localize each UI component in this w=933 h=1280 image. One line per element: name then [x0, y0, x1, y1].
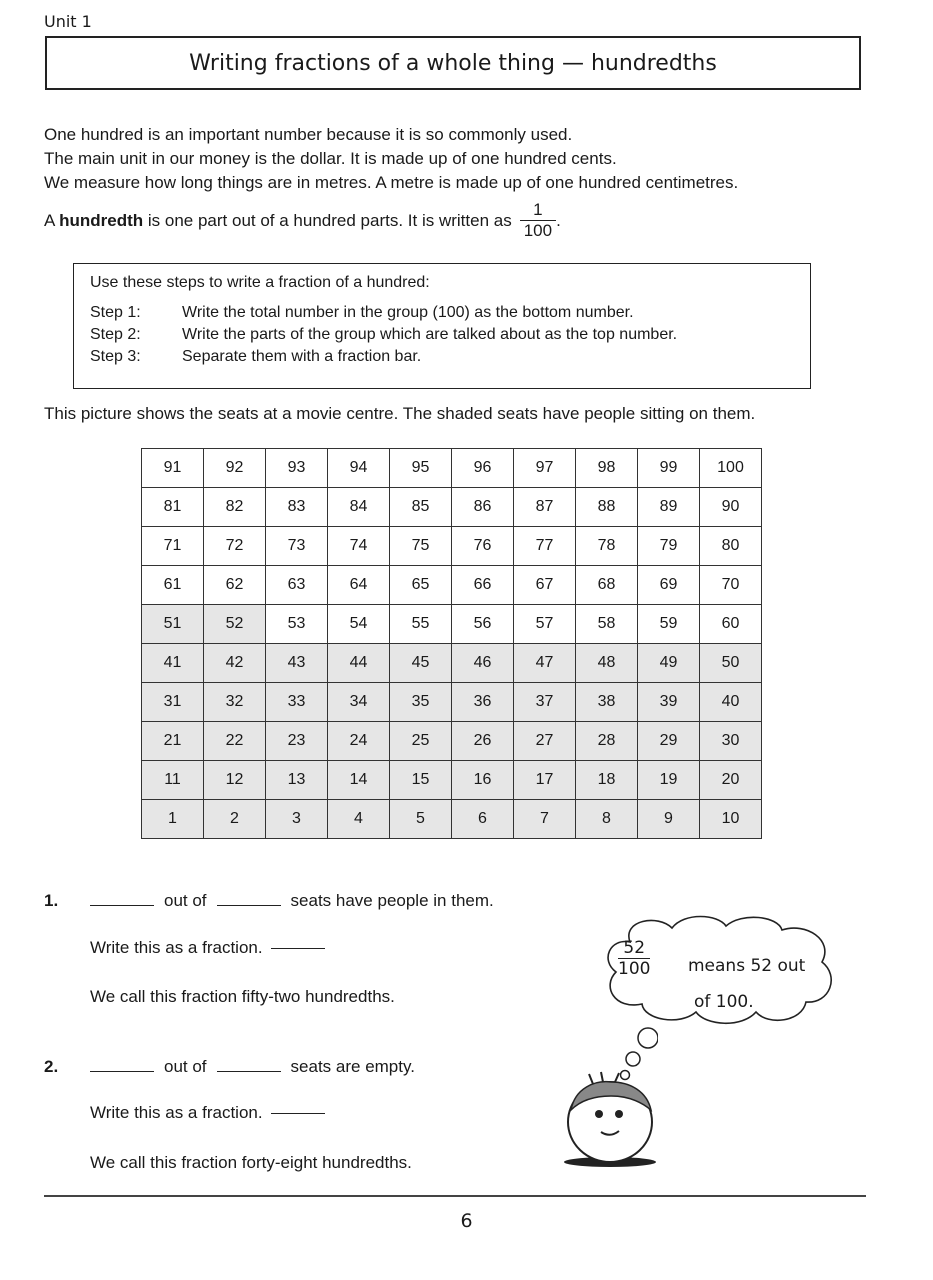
seat-row [142, 566, 762, 605]
seat-cell: 32 [204, 683, 266, 722]
seat-cell: 94 [328, 449, 390, 488]
seat-cell: 38 [576, 683, 638, 722]
seat-cell: 44 [328, 644, 390, 683]
seat-cell: 83 [266, 488, 328, 527]
footer-rule [44, 1195, 866, 1197]
seat-cell: 84 [328, 488, 390, 527]
bubble-numerator: 52 [623, 938, 646, 958]
seat-row [142, 800, 762, 839]
step-item [90, 302, 794, 324]
seat-cell: 98 [576, 449, 638, 488]
seat-row [142, 644, 762, 683]
seat-row [142, 761, 762, 800]
seat-row [142, 449, 762, 488]
steps-box [73, 263, 811, 389]
step-item [90, 346, 794, 368]
seat-cell: 86 [452, 488, 514, 527]
seat-cell: 8 [576, 800, 638, 839]
seat-cell: 77 [514, 527, 576, 566]
seat-cell: 3 [266, 800, 328, 839]
seat-cell: 37 [514, 683, 576, 722]
seat-cell: 41 [142, 644, 204, 683]
boy-illustration-icon [555, 1070, 665, 1170]
seats-description: This picture shows the seats at a movie centre. The shaded seats have people sitting on them. [44, 404, 756, 423]
seat-cell: 15 [390, 761, 452, 800]
seat-cell: 48 [576, 644, 638, 683]
seat-row [142, 722, 762, 761]
seat-cell: 74 [328, 527, 390, 566]
step-text: Write the total number in the group (100) as the bottom number. [182, 304, 634, 321]
seat-cell: 43 [266, 644, 328, 683]
seat-cell: 57 [514, 605, 576, 644]
question-1 [44, 891, 564, 911]
write-prompt: Write this as a fraction. [90, 938, 263, 957]
seat-cell: 78 [576, 527, 638, 566]
step-label: Step 2: [90, 326, 141, 343]
seat-cell: 93 [266, 449, 328, 488]
seat-cell: 9 [638, 800, 700, 839]
seat-cell: 46 [452, 644, 514, 683]
page-title: Writing fractions of a whole thing — hundredths [45, 36, 861, 90]
seat-cell: 68 [576, 566, 638, 605]
seat-cell: 75 [390, 527, 452, 566]
seat-cell: 66 [452, 566, 514, 605]
seat-cell: 25 [390, 722, 452, 761]
seat-cell: 45 [390, 644, 452, 683]
seat-cell: 13 [266, 761, 328, 800]
seat-cell: 14 [328, 761, 390, 800]
fraction-name-2: We call this fraction forty-eight hundredths. [90, 1153, 412, 1172]
answer-blank[interactable] [217, 1071, 281, 1072]
question-number: 2. [44, 1057, 59, 1076]
seat-cell: 82 [204, 488, 266, 527]
fraction-denominator: 100 [520, 220, 556, 241]
bubble-line-2: of 100. [694, 992, 754, 1012]
seat-cell: 51 [142, 605, 204, 644]
seat-cell: 27 [514, 722, 576, 761]
seat-cell: 7 [514, 800, 576, 839]
seat-cell: 99 [638, 449, 700, 488]
seat-cell: 53 [266, 605, 328, 644]
seat-cell: 63 [266, 566, 328, 605]
answer-blank[interactable] [90, 905, 154, 906]
seat-cell: 6 [452, 800, 514, 839]
seat-row [142, 605, 762, 644]
seat-cell: 10 [700, 800, 762, 839]
seat-cell: 79 [638, 527, 700, 566]
seat-cell: 4 [328, 800, 390, 839]
intro-text [44, 123, 738, 195]
seat-cell: 34 [328, 683, 390, 722]
seat-cell: 61 [142, 566, 204, 605]
seat-cell: 59 [638, 605, 700, 644]
seat-cell: 12 [204, 761, 266, 800]
seat-cell: 96 [452, 449, 514, 488]
bubble-text [600, 912, 840, 1028]
one-hundredth-fraction [520, 200, 556, 241]
seat-cell: 35 [390, 683, 452, 722]
write-prompt: Write this as a fraction. [90, 1103, 263, 1122]
out-of-text: out of [164, 891, 207, 910]
seat-row [142, 488, 762, 527]
out-of-text: out of [164, 1057, 207, 1076]
seat-cell: 23 [266, 722, 328, 761]
seat-cell: 80 [700, 527, 762, 566]
seat-cell: 36 [452, 683, 514, 722]
question-2 [44, 1057, 564, 1077]
unit-label: Unit 1 [44, 12, 92, 31]
definition-lead: A [44, 210, 60, 230]
hundredth-definition [44, 200, 561, 241]
seat-cell: 47 [514, 644, 576, 683]
question-tail: seats are empty. [290, 1057, 415, 1076]
page-number: 6 [460, 1210, 473, 1232]
question-line [90, 1057, 415, 1077]
seat-cell: 88 [576, 488, 638, 527]
seat-cell: 100 [700, 449, 762, 488]
seat-cell: 5 [390, 800, 452, 839]
seat-cell: 69 [638, 566, 700, 605]
write-fraction-1 [90, 938, 325, 958]
seat-cell: 19 [638, 761, 700, 800]
seat-cell: 90 [700, 488, 762, 527]
seat-cell: 65 [390, 566, 452, 605]
question-tail: seats have people in them. [290, 891, 494, 910]
seat-cell: 67 [514, 566, 576, 605]
seat-cell: 85 [390, 488, 452, 527]
step-label: Step 3: [90, 348, 141, 365]
seat-cell: 1 [142, 800, 204, 839]
seat-cell: 16 [452, 761, 514, 800]
answer-blank[interactable] [217, 905, 281, 906]
seat-cell: 76 [452, 527, 514, 566]
fraction-answer-line[interactable] [271, 948, 325, 949]
seat-cell: 18 [576, 761, 638, 800]
step-item [90, 324, 794, 346]
seat-cell: 29 [638, 722, 700, 761]
question-number: 1. [44, 891, 59, 910]
question-line [90, 891, 494, 911]
seat-row [142, 683, 762, 722]
definition-text: is one part out of a hundred parts. It is written as [143, 210, 512, 230]
seat-cell: 72 [204, 527, 266, 566]
seat-cell: 87 [514, 488, 576, 527]
answer-blank[interactable] [90, 1071, 154, 1072]
seat-cell: 92 [204, 449, 266, 488]
seat-cell: 81 [142, 488, 204, 527]
bubble-denominator: 100 [618, 959, 651, 979]
bubble-line-1: means 52 out [688, 956, 806, 976]
seat-cell: 55 [390, 605, 452, 644]
step-label: Step 1: [90, 304, 141, 321]
seat-cell: 17 [514, 761, 576, 800]
seat-cell: 11 [142, 761, 204, 800]
seat-cell: 73 [266, 527, 328, 566]
seat-cell: 52 [204, 605, 266, 644]
seat-cell: 89 [638, 488, 700, 527]
seat-cell: 31 [142, 683, 204, 722]
seat-row [142, 527, 762, 566]
seat-cell: 28 [576, 722, 638, 761]
seat-cell: 40 [700, 683, 762, 722]
seat-cell: 22 [204, 722, 266, 761]
intro-line: We measure how long things are in metres. A metre is made up of one hundred centimetres. [44, 173, 739, 192]
intro-line: The main unit in our money is the dollar. It is made up of one hundred cents. [44, 149, 617, 168]
thought-bubble [600, 912, 840, 1028]
seat-cell: 2 [204, 800, 266, 839]
fraction-answer-line[interactable] [271, 1113, 325, 1114]
seat-cell: 21 [142, 722, 204, 761]
definition-end: . [556, 210, 561, 230]
seat-cell: 26 [452, 722, 514, 761]
seat-cell: 50 [700, 644, 762, 683]
seat-cell: 64 [328, 566, 390, 605]
seat-cell: 60 [700, 605, 762, 644]
bubble-fraction [618, 938, 650, 979]
seat-cell: 54 [328, 605, 390, 644]
definition-term: hundredth [59, 210, 144, 230]
steps-intro: Use these steps to write a fraction of a hundred: [90, 274, 430, 291]
seat-cell: 20 [700, 761, 762, 800]
step-text: Separate them with a fraction bar. [182, 348, 422, 365]
seat-cell: 42 [204, 644, 266, 683]
seat-cell: 30 [700, 722, 762, 761]
fraction-numerator: 1 [533, 200, 543, 219]
seat-cell: 24 [328, 722, 390, 761]
seat-cell: 62 [204, 566, 266, 605]
step-text: Write the parts of the group which are talked about as the top number. [182, 326, 678, 343]
fraction-name-1: We call this fraction fifty-two hundredths. [90, 987, 395, 1006]
seat-cell: 39 [638, 683, 700, 722]
seat-cell: 91 [142, 449, 204, 488]
seat-cell: 33 [266, 683, 328, 722]
seat-cell: 70 [700, 566, 762, 605]
seat-cell: 95 [390, 449, 452, 488]
seat-cell: 97 [514, 449, 576, 488]
seat-cell: 56 [452, 605, 514, 644]
intro-line: One hundred is an important number because it is so commonly used. [44, 125, 573, 144]
write-fraction-2 [90, 1103, 325, 1123]
seat-cell: 49 [638, 644, 700, 683]
seat-cell: 71 [142, 527, 204, 566]
seat-cell: 58 [576, 605, 638, 644]
seat-grid [141, 448, 762, 839]
